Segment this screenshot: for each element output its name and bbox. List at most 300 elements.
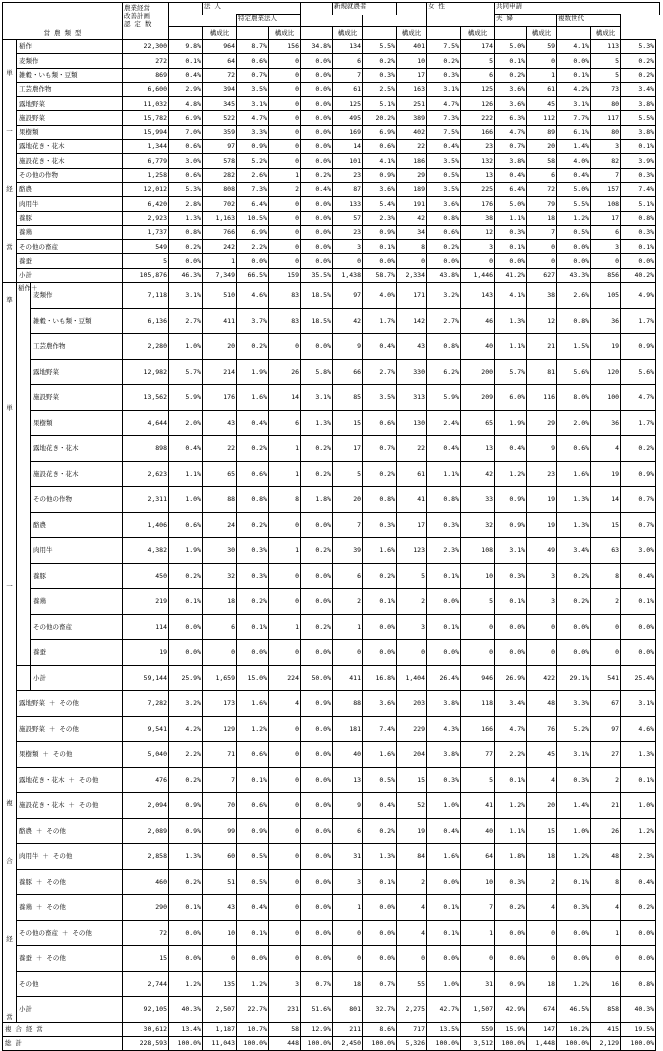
row-label: 複 合 経 営 <box>3 1022 123 1036</box>
ratio-cell: 13.5% <box>427 1022 461 1036</box>
ratio-cell: 0.2% <box>301 461 333 487</box>
ratio-cell: 1.3% <box>169 844 203 870</box>
value-cell: 2,858 <box>123 844 169 870</box>
ratio-cell: 3.1% <box>621 691 656 717</box>
value-cell: 898 <box>123 436 169 462</box>
ratio-cell: 0.0% <box>301 844 333 870</box>
value-cell: 23 <box>461 140 495 154</box>
ratio-cell: 0.4% <box>237 895 269 921</box>
ratio-cell: 5.2% <box>237 154 269 168</box>
value-cell: 5 <box>461 589 495 615</box>
header-ratio: 構成比 <box>269 27 301 40</box>
value-cell: 34 <box>397 225 427 239</box>
value-cell: 61 <box>333 82 363 96</box>
ratio-cell: 1.2% <box>557 844 591 870</box>
value-cell: 549 <box>123 240 169 254</box>
ratio-cell: 3.3% <box>557 691 591 717</box>
ratio-cell: 0.0% <box>301 895 333 921</box>
row-label: 露地花き・花木 <box>17 140 123 154</box>
value-cell: 0 <box>527 54 557 68</box>
ratio-cell: 0.9% <box>363 168 397 182</box>
value-cell: 186 <box>397 154 427 168</box>
ratio-cell: 0.1% <box>621 767 656 793</box>
table-row <box>3 334 660 360</box>
value-cell: 22,300 <box>123 40 169 54</box>
ratio-cell: 0.0% <box>363 254 397 268</box>
value-cell: 0 <box>269 512 301 538</box>
ratio-cell: 0.1% <box>495 240 527 254</box>
ratio-cell: 0.1% <box>621 589 656 615</box>
value-cell: 0 <box>461 614 495 640</box>
ratio-cell: 0.2% <box>557 589 591 615</box>
ratio-cell: 0.1% <box>557 869 591 895</box>
ratio-cell: 29.1% <box>557 665 591 691</box>
ratio-cell: 0.3% <box>363 68 397 82</box>
ratio-cell: 0.7% <box>237 68 269 82</box>
ratio-cell: 0.1% <box>621 240 656 254</box>
value-cell: 143 <box>461 283 495 309</box>
ratio-cell: 100.0% <box>237 1036 269 1050</box>
table-row <box>3 308 660 334</box>
value-cell: 7,282 <box>123 691 169 717</box>
ratio-cell: 3.6% <box>363 691 397 717</box>
value-cell: 1 <box>461 920 495 946</box>
ratio-cell: 2.2% <box>237 240 269 254</box>
ratio-cell: 0.2% <box>301 436 333 462</box>
value-cell: 43 <box>203 895 237 921</box>
value-cell: 6 <box>461 68 495 82</box>
ratio-cell: 10.5% <box>237 211 269 225</box>
ratio-cell: 1.1% <box>427 461 461 487</box>
row-label: 小計 <box>31 665 123 691</box>
row-label: 雑穀・いも類・豆類 <box>17 68 123 82</box>
value-cell: 717 <box>397 1022 427 1036</box>
value-cell: 0 <box>269 111 301 125</box>
row-label: 酪農 <box>31 512 123 538</box>
ratio-cell: 5.1% <box>363 97 397 111</box>
ratio-cell: 0.8% <box>621 211 656 225</box>
ratio-cell: 0.2% <box>495 895 527 921</box>
value-cell: 45 <box>527 742 557 768</box>
ratio-cell: 50.0% <box>301 665 333 691</box>
ratio-cell: 5.8% <box>301 359 333 385</box>
ratio-cell: 0.9% <box>495 487 527 513</box>
ratio-cell: 4.2% <box>169 716 203 742</box>
ratio-cell: 100.0% <box>557 1036 591 1050</box>
ratio-cell: 0.0% <box>557 614 591 640</box>
ratio-cell: 22.7% <box>237 997 269 1023</box>
ratio-cell: 0.5% <box>363 767 397 793</box>
header-specified: 特定農業法人 <box>237 15 301 27</box>
value-cell: 1 <box>269 461 301 487</box>
value-cell: 674 <box>527 997 557 1023</box>
value-cell: 27 <box>591 742 621 768</box>
value-cell: 6 <box>333 563 363 589</box>
ratio-cell: 0.5% <box>557 225 591 239</box>
value-cell: 13,562 <box>123 385 169 411</box>
value-cell: 84 <box>397 844 427 870</box>
value-cell: 0 <box>269 197 301 211</box>
ratio-cell: 0.1% <box>363 869 397 895</box>
ratio-cell: 4.1% <box>495 283 527 309</box>
value-cell: 116 <box>527 385 557 411</box>
value-cell: 2 <box>333 589 363 615</box>
ratio-cell: 35.5% <box>301 268 333 282</box>
table-row <box>3 140 660 154</box>
value-cell: 6,420 <box>123 197 169 211</box>
ratio-cell: 3.6% <box>495 82 527 96</box>
ratio-cell: 0.3% <box>495 869 527 895</box>
value-cell: 166 <box>461 716 495 742</box>
ratio-cell: 1.9% <box>495 410 527 436</box>
value-cell: 6 <box>333 818 363 844</box>
value-cell: 0 <box>461 254 495 268</box>
value-cell: 49 <box>527 538 557 564</box>
ratio-cell: 0.4% <box>621 563 656 589</box>
value-cell: 58 <box>269 1022 301 1036</box>
value-cell: 242 <box>203 240 237 254</box>
ratio-cell: 6.4% <box>495 182 527 196</box>
ratio-cell: 0.0% <box>301 97 333 111</box>
value-cell: 59 <box>527 40 557 54</box>
value-cell: 0 <box>527 920 557 946</box>
ratio-cell: 0.7% <box>363 971 397 997</box>
ratio-cell: 5.1% <box>621 197 656 211</box>
value-cell: 99 <box>203 818 237 844</box>
ratio-cell: 0.4% <box>363 793 397 819</box>
value-cell: 702 <box>203 197 237 211</box>
value-cell: 7 <box>527 225 557 239</box>
ratio-cell: 66.5% <box>237 268 269 282</box>
ratio-cell: 5.5% <box>621 111 656 125</box>
ratio-cell: 1.0% <box>557 818 591 844</box>
value-cell: 0 <box>591 254 621 268</box>
value-cell: 6 <box>203 614 237 640</box>
value-cell: 48 <box>527 691 557 717</box>
value-cell: 18 <box>527 211 557 225</box>
value-cell: 72 <box>527 182 557 196</box>
value-cell: 29 <box>397 168 427 182</box>
value-cell: 7 <box>461 895 495 921</box>
value-cell: 80 <box>591 125 621 139</box>
ratio-cell: 0.0% <box>301 68 333 82</box>
value-cell: 48 <box>591 844 621 870</box>
value-cell: 19 <box>397 818 427 844</box>
value-cell: 19 <box>123 640 169 666</box>
row-label: 果樹類 <box>31 410 123 436</box>
value-cell: 189 <box>397 182 427 196</box>
ratio-cell: 0.1% <box>427 920 461 946</box>
table-row <box>3 154 660 168</box>
value-cell: 411 <box>333 665 363 691</box>
ratio-cell: 0.3% <box>621 225 656 239</box>
value-cell: 627 <box>527 268 557 282</box>
table-row <box>3 182 660 196</box>
value-cell: 20 <box>333 487 363 513</box>
value-cell: 0 <box>269 920 301 946</box>
value-cell: 345 <box>203 97 237 111</box>
ratio-cell: 0.3% <box>557 895 591 921</box>
row-label: 施設花き・花木 <box>31 461 123 487</box>
value-cell: 17 <box>397 68 427 82</box>
value-cell: 42 <box>397 211 427 225</box>
value-cell: 224 <box>269 665 301 691</box>
value-cell: 272 <box>123 54 169 68</box>
table-row <box>3 971 660 997</box>
header-joint: 共同申請 <box>495 3 660 15</box>
value-cell: 22 <box>397 436 427 462</box>
ratio-cell: 0.2% <box>301 168 333 182</box>
ratio-cell: 3.8% <box>427 691 461 717</box>
value-cell: 4 <box>591 436 621 462</box>
value-cell: 4 <box>397 895 427 921</box>
ratio-cell: 0.4% <box>169 68 203 82</box>
value-cell: 946 <box>461 665 495 691</box>
table-row <box>3 614 660 640</box>
ratio-cell: 0.0% <box>621 946 656 972</box>
value-cell: 541 <box>591 665 621 691</box>
ratio-cell: 1.2% <box>557 211 591 225</box>
ratio-cell: 0.0% <box>301 793 333 819</box>
value-cell: 120 <box>591 359 621 385</box>
ratio-cell: 4.2% <box>557 82 591 96</box>
ratio-cell: 100.0% <box>363 1036 397 1050</box>
ratio-cell: 7.5% <box>427 125 461 139</box>
value-cell: 5 <box>461 767 495 793</box>
value-cell: 15 <box>123 946 169 972</box>
value-cell: 5 <box>591 68 621 82</box>
value-cell: 1,187 <box>203 1022 237 1036</box>
ratio-cell: 0.1% <box>621 140 656 154</box>
ratio-cell: 0.2% <box>363 461 397 487</box>
total-row <box>3 1036 660 1050</box>
row-label: 施設花き・花木 ＋ その他 <box>17 793 123 819</box>
ratio-cell: 0.0% <box>301 111 333 125</box>
header-new-farmer: 新規就農者 <box>333 3 397 15</box>
ratio-cell: 100.0% <box>495 1036 527 1050</box>
value-cell: 135 <box>203 971 237 997</box>
value-cell: 125 <box>333 97 363 111</box>
value-cell: 228,593 <box>123 1036 169 1050</box>
ratio-cell: 5.0% <box>495 40 527 54</box>
ratio-cell: 0.2% <box>621 895 656 921</box>
value-cell: 41 <box>397 487 427 513</box>
ratio-cell: 0.0% <box>301 946 333 972</box>
value-cell: 92,105 <box>123 997 169 1023</box>
value-cell: 38 <box>527 283 557 309</box>
row-label: 施設花き・花木 <box>17 154 123 168</box>
value-cell: 1,659 <box>203 665 237 691</box>
value-cell: 1 <box>269 436 301 462</box>
ratio-cell: 4.7% <box>495 125 527 139</box>
value-cell: 401 <box>397 40 427 54</box>
value-cell: 4 <box>269 691 301 717</box>
table-row <box>3 589 660 615</box>
value-cell: 2,280 <box>123 334 169 360</box>
ratio-cell: 1.1% <box>495 334 527 360</box>
value-cell: 1 <box>333 614 363 640</box>
value-cell: 801 <box>333 997 363 1023</box>
value-cell: 23 <box>333 168 363 182</box>
value-cell: 411 <box>203 308 237 334</box>
ratio-cell: 0.0% <box>237 946 269 972</box>
value-cell: 8 <box>591 869 621 895</box>
ratio-cell: 2.0% <box>169 410 203 436</box>
row-label: 露地野菜 <box>17 97 123 111</box>
value-cell: 0 <box>269 211 301 225</box>
row-label: 養鶏 <box>17 225 123 239</box>
ratio-cell: 0.0% <box>363 640 397 666</box>
table-body <box>3 40 660 1051</box>
value-cell: 0 <box>527 254 557 268</box>
ratio-cell: 0.9% <box>621 334 656 360</box>
ratio-cell: 42.7% <box>427 997 461 1023</box>
value-cell: 58 <box>527 154 557 168</box>
ratio-cell: 0.0% <box>169 946 203 972</box>
value-cell: 7 <box>203 767 237 793</box>
row-label: 小計 <box>17 997 123 1023</box>
ratio-cell: 3.1% <box>237 97 269 111</box>
ratio-cell: 3.8% <box>621 97 656 111</box>
ratio-cell: 10.7% <box>237 1022 269 1036</box>
ratio-cell: 0.0% <box>301 334 333 360</box>
value-cell: 10 <box>397 54 427 68</box>
ratio-cell: 0.2% <box>427 54 461 68</box>
ratio-cell: 5.2% <box>557 716 591 742</box>
value-cell: 163 <box>397 82 427 96</box>
value-cell: 0 <box>269 818 301 844</box>
ratio-cell: 5.5% <box>557 197 591 211</box>
ratio-cell: 6.9% <box>169 111 203 125</box>
value-cell: 0 <box>269 97 301 111</box>
ratio-cell: 0.1% <box>169 54 203 68</box>
value-cell: 132 <box>461 154 495 168</box>
value-cell: 176 <box>461 197 495 211</box>
ratio-cell: 1.3% <box>169 211 203 225</box>
ratio-cell: 3.1% <box>301 385 333 411</box>
row-label: 養豚 ＋ その他 <box>17 869 123 895</box>
value-cell: 31 <box>333 844 363 870</box>
ratio-cell: 6.9% <box>237 225 269 239</box>
value-cell: 2,089 <box>123 818 169 844</box>
value-cell: 20 <box>203 334 237 360</box>
ratio-cell: 10.2% <box>557 1022 591 1036</box>
value-cell: 1,438 <box>333 268 363 282</box>
value-cell: 204 <box>397 742 427 768</box>
value-cell: 2,507 <box>203 997 237 1023</box>
row-label: 露地花き・花木 ＋ その他 <box>17 767 123 793</box>
value-cell: 18 <box>333 971 363 997</box>
ratio-cell: 4.7% <box>237 111 269 125</box>
ratio-cell: 0.0% <box>557 254 591 268</box>
value-cell: 13 <box>461 168 495 182</box>
value-cell: 0 <box>591 640 621 666</box>
ratio-cell: 5.7% <box>169 359 203 385</box>
ratio-cell: 58.7% <box>363 268 397 282</box>
ratio-cell: 40.2% <box>621 268 656 282</box>
ratio-cell: 15.9% <box>495 1022 527 1036</box>
value-cell: 0 <box>269 125 301 139</box>
table-row <box>3 844 660 870</box>
value-cell: 510 <box>203 283 237 309</box>
ratio-cell: 1.6% <box>237 691 269 717</box>
ratio-cell: 1.2% <box>557 971 591 997</box>
ratio-cell: 7.3% <box>427 111 461 125</box>
value-cell: 101 <box>333 154 363 168</box>
ratio-cell: 7.4% <box>363 716 397 742</box>
ratio-cell: 0.0% <box>301 716 333 742</box>
ratio-cell: 3.8% <box>621 125 656 139</box>
value-cell: 17 <box>397 512 427 538</box>
value-cell: 12 <box>527 308 557 334</box>
value-cell: 26 <box>591 818 621 844</box>
table-row <box>3 82 660 96</box>
value-cell: 65 <box>461 410 495 436</box>
value-cell: 42 <box>461 461 495 487</box>
ratio-cell: 0.8% <box>427 487 461 513</box>
ratio-cell: 0.1% <box>427 563 461 589</box>
row-label: 施設野菜 ＋ その他 <box>17 716 123 742</box>
value-cell: 1 <box>203 254 237 268</box>
value-cell: 40 <box>333 742 363 768</box>
value-cell: 0 <box>527 946 557 972</box>
ratio-cell: 0.9% <box>495 971 527 997</box>
value-cell: 0 <box>461 640 495 666</box>
ratio-cell: 0.8% <box>557 308 591 334</box>
table-row <box>3 54 660 68</box>
value-cell: 10 <box>461 563 495 589</box>
value-cell: 522 <box>203 111 237 125</box>
value-cell: 359 <box>203 125 237 139</box>
value-cell: 4 <box>527 767 557 793</box>
value-cell: 2,094 <box>123 793 169 819</box>
ratio-cell: 13.4% <box>169 1022 203 1036</box>
value-cell: 0 <box>269 869 301 895</box>
value-cell: 222 <box>461 111 495 125</box>
ratio-cell: 0.0% <box>427 946 461 972</box>
value-cell: 7 <box>333 512 363 538</box>
ratio-cell: 6.3% <box>495 111 527 125</box>
value-cell: 15 <box>527 818 557 844</box>
ratio-cell: 0.2% <box>237 334 269 360</box>
value-cell: 46 <box>461 308 495 334</box>
ratio-cell: 5.4% <box>363 197 397 211</box>
table-row <box>3 563 660 589</box>
ratio-cell: 3.4% <box>495 691 527 717</box>
value-cell: 0 <box>269 563 301 589</box>
ratio-cell: 3.3% <box>237 125 269 139</box>
value-cell: 6 <box>527 168 557 182</box>
value-cell: 83 <box>269 308 301 334</box>
header-ratio: 構成比 <box>333 27 363 40</box>
ratio-cell: 0.5% <box>237 844 269 870</box>
ratio-cell: 0.2% <box>301 614 333 640</box>
value-cell: 0 <box>269 640 301 666</box>
ratio-cell: 2.0% <box>557 410 591 436</box>
ratio-cell: 1.2% <box>495 793 527 819</box>
table-row <box>3 716 660 742</box>
ratio-cell: 7.4% <box>621 182 656 196</box>
row-label: 工芸農作物 <box>31 334 123 360</box>
ratio-cell: 1.6% <box>363 742 397 768</box>
ratio-cell: 0.1% <box>495 589 527 615</box>
value-cell: 9,541 <box>123 716 169 742</box>
ratio-cell: 26.9% <box>495 665 527 691</box>
ratio-cell: 4.9% <box>621 283 656 309</box>
ratio-cell: 25.4% <box>621 665 656 691</box>
value-cell: 36 <box>591 308 621 334</box>
ratio-cell: 0.1% <box>495 54 527 68</box>
